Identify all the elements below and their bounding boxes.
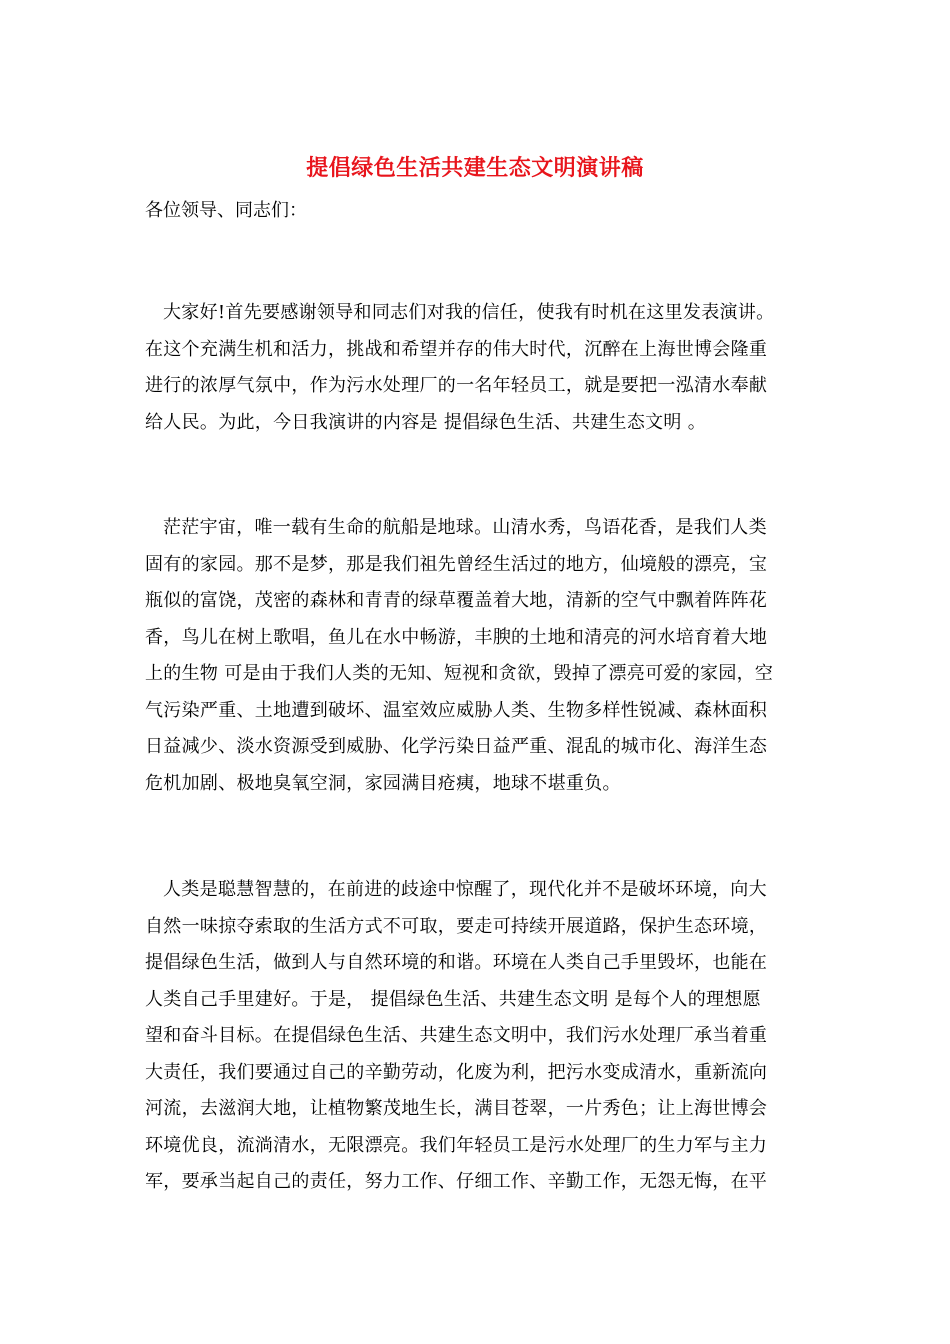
paragraph <box>145 295 810 441</box>
paragraph-line: 人类自己手里建好。于是， 提倡绿色生活、共建生态文明 是每个人的理想愿 <box>145 988 761 1010</box>
paragraph-line: 进行的浓厚气氛中，作为污水处理厂的一名年轻员工，就是要把一泓清水奉献 <box>145 375 768 396</box>
paragraph-line: 人类是聪慧智慧的，在前进的歧途中惊醒了，现代化并不是破坏环境，向大 <box>163 879 767 900</box>
paragraph-line: 在这个充满生机和活力，挑战和希望并存的伟大时代，沉醉在上海世博会隆重 <box>145 338 768 360</box>
paragraph-line: 日益减少、淡水资源受到威胁、化学污染日益严重、混乱的城市化、海洋生态 <box>145 736 768 757</box>
paragraph-line: 大家好!首先要感谢领导和同志们对我的信任，使我有时机在这里发表演讲。 <box>163 302 775 323</box>
paragraph-line: 军，要承当起自己的责任，努力工作、仔细工作、辛勤工作，无怨无悔，在平 <box>145 1171 768 1192</box>
paragraph <box>145 510 810 802</box>
paragraph-line: 固有的家园。那不是梦，那是我们祖先曾经生活过的地方，仙境般的漂亮，宝 <box>145 553 768 575</box>
paragraph-line: 望和奋斗目标。在提倡绿色生活、共建生态文明中，我们污水处理厂承当着重 <box>145 1025 768 1046</box>
paragraph-line: 环境优良，流淌清水，无限漂亮。我们年轻员工是污水处理厂的生力军与主力 <box>145 1134 768 1156</box>
paragraph-line: 大责任，我们要通过自己的辛勤劳动，化废为利，把污水变成清水，重新流向 <box>145 1061 768 1083</box>
paragraph-line: 提倡绿色生活，做到人与自然环境的和谐。环境在人类自己手里毁坏，也能在 <box>145 952 768 973</box>
paragraph-line: 瓶似的富饶，茂密的森林和青青的绿草覆盖着大地，清新的空气中飘着阵阵花 <box>145 590 768 611</box>
salutation: 各位领导、同志们： <box>145 200 307 221</box>
paragraph-line: 气污染严重、土地遭到破坏、温室效应威胁人类、生物多样性锐减、森林面积 <box>145 699 768 721</box>
paragraph-line: 上的生物 可是由于我们人类的无知、短视和贪欲，毁掉了漂亮可爱的家园，空 <box>145 663 774 684</box>
paragraph <box>145 872 810 1201</box>
document-title: 提倡绿色生活共建生态文明演讲稿 <box>306 155 644 181</box>
paragraph-line: 茫茫宇宙，唯一载有生命的航船是地球。山清水秀，鸟语花香，是我们人类 <box>163 517 767 538</box>
paragraph-line: 河流，去滋润大地，让植物繁茂地生长，满目苍翠，一片秀色；让上海世博会 <box>145 1098 768 1119</box>
paragraph-line: 香，鸟儿在树上歌唱，鱼儿在水中畅游，丰腴的土地和清亮的河水培育着大地 <box>145 626 768 648</box>
paragraph-line: 给人民。为此，今日我演讲的内容是 提倡绿色生活、共建生态文明 。 <box>145 411 707 433</box>
paragraph-line: 危机加剧、极地臭氧空洞，家园满目疮痍，地球不堪重负。 <box>145 772 621 794</box>
paragraph-line: 自然一味掠夺索取的生活方式不可取，要走可持续开展道路，保护生态环境， <box>145 915 768 937</box>
